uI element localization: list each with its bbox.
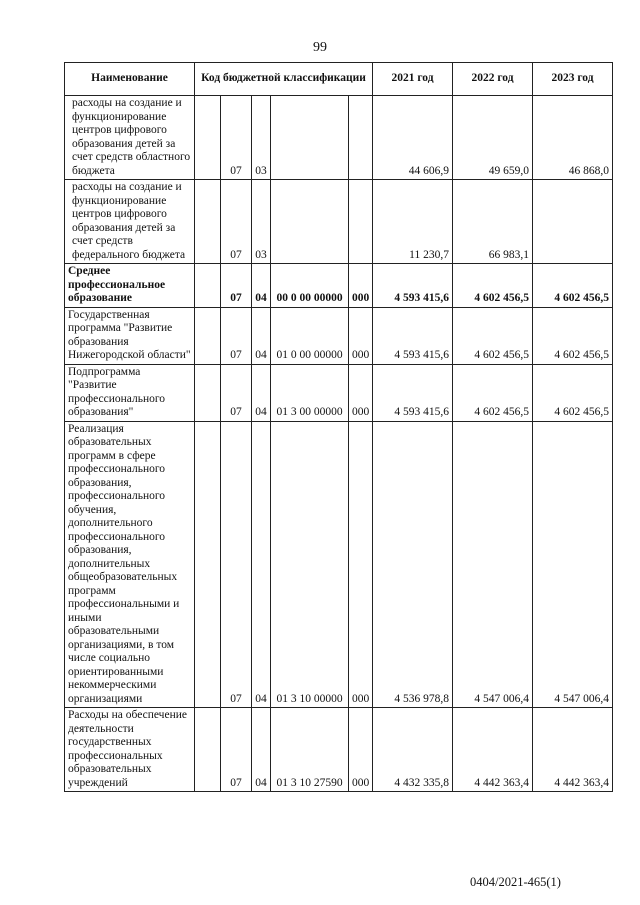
cell-2022: 4 602 456,5 bbox=[453, 264, 533, 308]
cell-name: Государственная программа "Развитие образования Нижегородской области" bbox=[65, 307, 195, 364]
cell-code-blank bbox=[195, 708, 221, 792]
table-body bbox=[65, 96, 613, 792]
cell-name: расходы на создание и функционирование центров цифрового образования детей за счет средств федерального бюджета bbox=[65, 180, 195, 264]
table-row bbox=[65, 364, 613, 421]
cell-code-target: 01 3 00 00000 bbox=[271, 364, 349, 421]
cell-code-expense-type bbox=[349, 96, 373, 180]
cell-2021: 44 606,9 bbox=[373, 96, 453, 180]
cell-name: Подпрограмма "Развитие профессионального образования" bbox=[65, 364, 195, 421]
cell-code-section: 07 bbox=[221, 307, 252, 364]
cell-code-target: 00 0 00 00000 bbox=[271, 264, 349, 308]
cell-2023: 4 602 456,5 bbox=[533, 264, 613, 308]
budget-table bbox=[64, 62, 613, 792]
table-header-row bbox=[65, 63, 613, 96]
cell-2022: 66 983,1 bbox=[453, 180, 533, 264]
cell-2023: 4 547 006,4 bbox=[533, 421, 613, 708]
cell-2023: 4 602 456,5 bbox=[533, 307, 613, 364]
header-name: Наименование bbox=[65, 63, 195, 96]
cell-code-blank bbox=[195, 307, 221, 364]
header-2021: 2021 год bbox=[373, 63, 453, 96]
cell-2021: 4 593 415,6 bbox=[373, 364, 453, 421]
cell-code-subsection: 04 bbox=[252, 364, 271, 421]
cell-2021: 11 230,7 bbox=[373, 180, 453, 264]
cell-2022: 4 547 006,4 bbox=[453, 421, 533, 708]
header-code: Код бюджетной классификации bbox=[195, 63, 373, 96]
cell-code-target bbox=[271, 96, 349, 180]
cell-name: Среднее профессиональное образование bbox=[65, 264, 195, 308]
cell-code-subsection: 03 bbox=[252, 180, 271, 264]
table-row bbox=[65, 96, 613, 180]
table-row bbox=[65, 307, 613, 364]
cell-2023: 4 442 363,4 bbox=[533, 708, 613, 792]
cell-name: Реализация образовательных программ в сфере профессионального образования, профессионального обучения, дополнительного профессионального образования, дополнительных общеобразовательных программ профессиональными и иными образовательными организациями, в том числе социально ориентированными некоммерческими организациями bbox=[65, 421, 195, 708]
cell-2022: 4 442 363,4 bbox=[453, 708, 533, 792]
cell-2023 bbox=[533, 180, 613, 264]
table-row bbox=[65, 264, 613, 308]
cell-code-section: 07 bbox=[221, 96, 252, 180]
cell-code-expense-type: 000 bbox=[349, 364, 373, 421]
cell-code-target: 01 3 10 27590 bbox=[271, 708, 349, 792]
cell-code-section: 07 bbox=[221, 364, 252, 421]
cell-2021: 4 593 415,6 bbox=[373, 307, 453, 364]
cell-code-section: 07 bbox=[221, 421, 252, 708]
cell-code-expense-type bbox=[349, 180, 373, 264]
cell-code-subsection: 04 bbox=[252, 264, 271, 308]
cell-code-subsection: 04 bbox=[252, 421, 271, 708]
table-row bbox=[65, 708, 613, 792]
cell-name: Расходы на обеспечение деятельности государственных профессиональных образовательных учреждений bbox=[65, 708, 195, 792]
document-code: 0404/2021-465(1) bbox=[470, 875, 561, 889]
cell-code-target bbox=[271, 180, 349, 264]
cell-code-blank bbox=[195, 264, 221, 308]
table-row bbox=[65, 180, 613, 264]
cell-code-section: 07 bbox=[221, 264, 252, 308]
cell-2021: 4 593 415,6 bbox=[373, 264, 453, 308]
cell-code-target: 01 3 10 00000 bbox=[271, 421, 349, 708]
cell-code-blank bbox=[195, 421, 221, 708]
cell-2022: 49 659,0 bbox=[453, 96, 533, 180]
cell-name: расходы на создание и функционирование центров цифрового образования детей за счет средств областного бюджета bbox=[65, 96, 195, 180]
cell-code-blank bbox=[195, 364, 221, 421]
cell-2022: 4 602 456,5 bbox=[453, 364, 533, 421]
cell-code-section: 07 bbox=[221, 708, 252, 792]
page-number: 99 bbox=[313, 40, 327, 55]
cell-code-expense-type: 000 bbox=[349, 421, 373, 708]
table-row bbox=[65, 421, 613, 708]
cell-code-subsection: 04 bbox=[252, 307, 271, 364]
cell-code-section: 07 bbox=[221, 180, 252, 264]
cell-code-expense-type: 000 bbox=[349, 264, 373, 308]
header-2023: 2023 год bbox=[533, 63, 613, 96]
cell-code-blank bbox=[195, 180, 221, 264]
cell-code-target: 01 0 00 00000 bbox=[271, 307, 349, 364]
cell-code-expense-type: 000 bbox=[349, 708, 373, 792]
cell-code-blank bbox=[195, 96, 221, 180]
cell-2021: 4 432 335,8 bbox=[373, 708, 453, 792]
cell-code-subsection: 03 bbox=[252, 96, 271, 180]
cell-2021: 4 536 978,8 bbox=[373, 421, 453, 708]
cell-2022: 4 602 456,5 bbox=[453, 307, 533, 364]
cell-2023: 4 602 456,5 bbox=[533, 364, 613, 421]
cell-code-expense-type: 000 bbox=[349, 307, 373, 364]
header-2022: 2022 год bbox=[453, 63, 533, 96]
cell-2023: 46 868,0 bbox=[533, 96, 613, 180]
cell-code-subsection: 04 bbox=[252, 708, 271, 792]
